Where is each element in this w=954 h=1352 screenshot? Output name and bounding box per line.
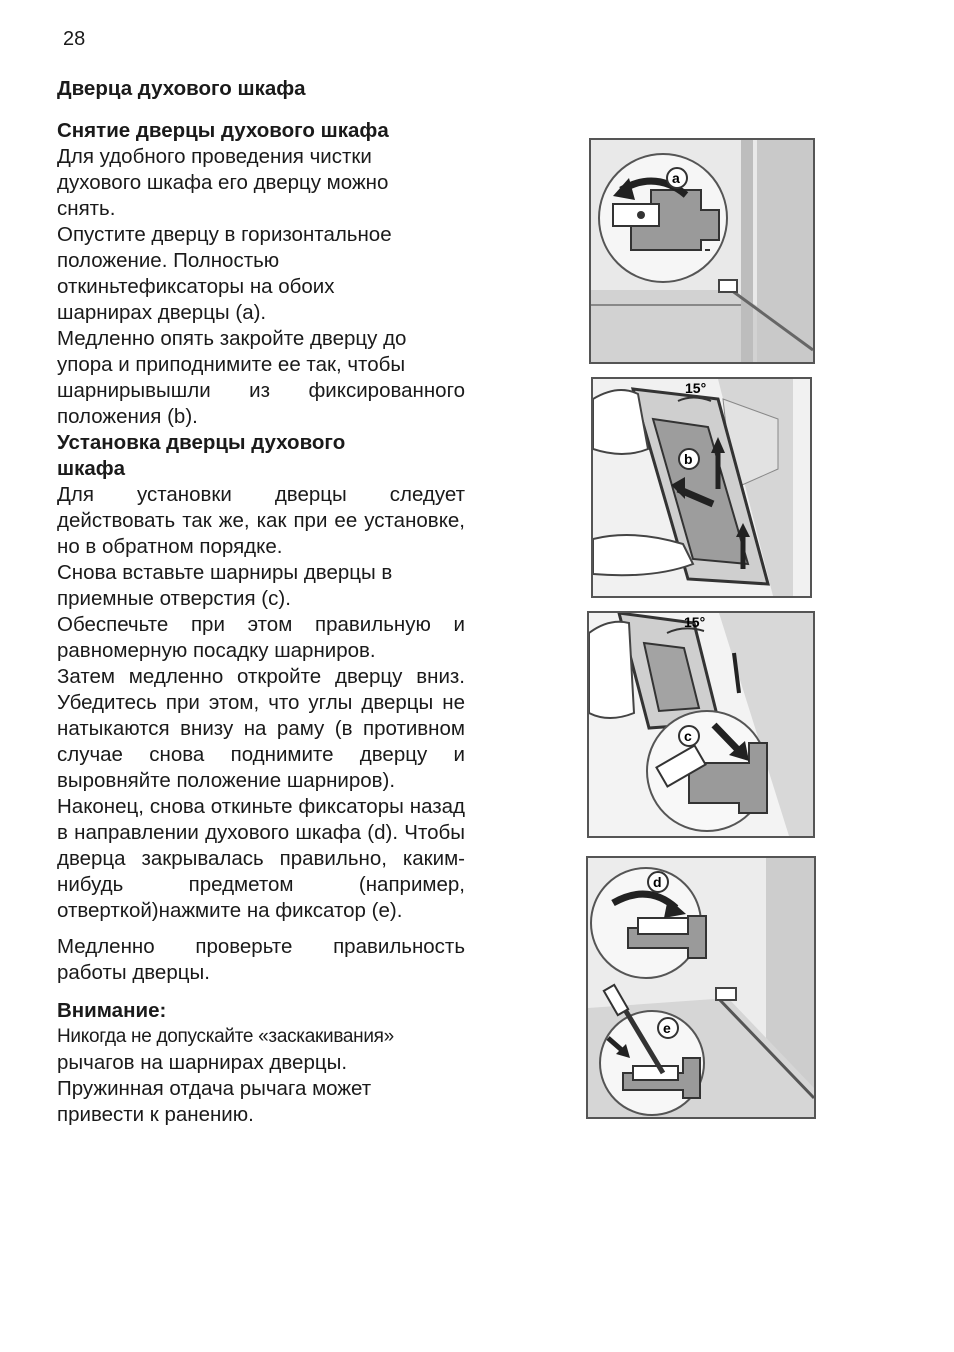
figure-a-label: a [672,170,680,186]
removal-heading: Снятие дверцы духового шкафа [57,119,389,142]
figure-d-label: d [653,874,662,890]
page-number: 28 [63,28,86,50]
install-paragraph: Для установки дверцы следует действовать так же, как при ее установке, но в обратном порядке. [57,483,465,558]
removal-body [57,144,465,430]
removal-line: шарнирах дверцы (a). [57,301,267,324]
install-heading-line1: Установка дверцы духового [57,431,346,454]
removal-line: откиньтефиксаторы на обоих [57,275,335,298]
figure-b-label: b [684,451,693,467]
figure-c-angle: 15° [684,614,706,630]
removal-line: снять. [57,197,116,220]
removal-line: Для удобного проведения чистки [57,145,372,168]
text-column [57,76,465,1128]
removal-line: духового шкафа его дверцу можно [57,171,389,194]
install-paragraph: Медленно проверьте правильность работы дверцы. [57,935,465,984]
figure-de [586,856,816,1119]
install-paragraph: Наконец, снова откиньте фиксаторы назад в направлении духового шкафа (d). Чтобы дверца закрывалась правильно, каким-нибудь предметом (например, отверткой)нажмите на фиксатор (e). [57,795,465,922]
figure-e-label: e [663,1020,671,1036]
install-heading-line2: шкафа [57,457,126,480]
figure-c [587,611,815,838]
figure-a [589,138,815,364]
figure-c-label: c [684,728,692,744]
install-paragraph: Снова вставьте шарниры дверцы в приемные отверстия (c). [57,561,393,610]
install-paragraph: Затем медленно откройте дверцу вниз. Убедитесь при этом, что углы дверцы не натыкаются внизу на раму (в противном случае снова поднимите дверцу и выровняйте положение шарниров). [57,665,465,792]
removal-line: положение. Полностью [57,249,280,272]
warning-heading: Внимание: [57,999,167,1022]
figure-b-angle: 15° [685,380,707,396]
removal-line: Опустите дверцу в горизонтальное [57,223,392,246]
warning-text: рычагов на шарнирах дверцы. Пружинная отдача рычага может привести к ранению. [57,1051,372,1126]
section-title: Дверца духового шкафа [57,77,306,100]
removal-line: Медленно опять закройте дверцу до [57,327,407,350]
figure-b [591,377,812,598]
install-paragraph: Обеспечьте при этом правильную и равномерную посадку шарниров. [57,613,465,662]
removal-line: шарнирывышли из фиксированного [57,379,465,402]
warning-text-line1: Никогда не допускайте «заскакивания» [57,1026,394,1047]
removal-line: упора и приподнимите ее так, чтобы [57,353,406,376]
removal-line: положения (b). [57,405,198,428]
